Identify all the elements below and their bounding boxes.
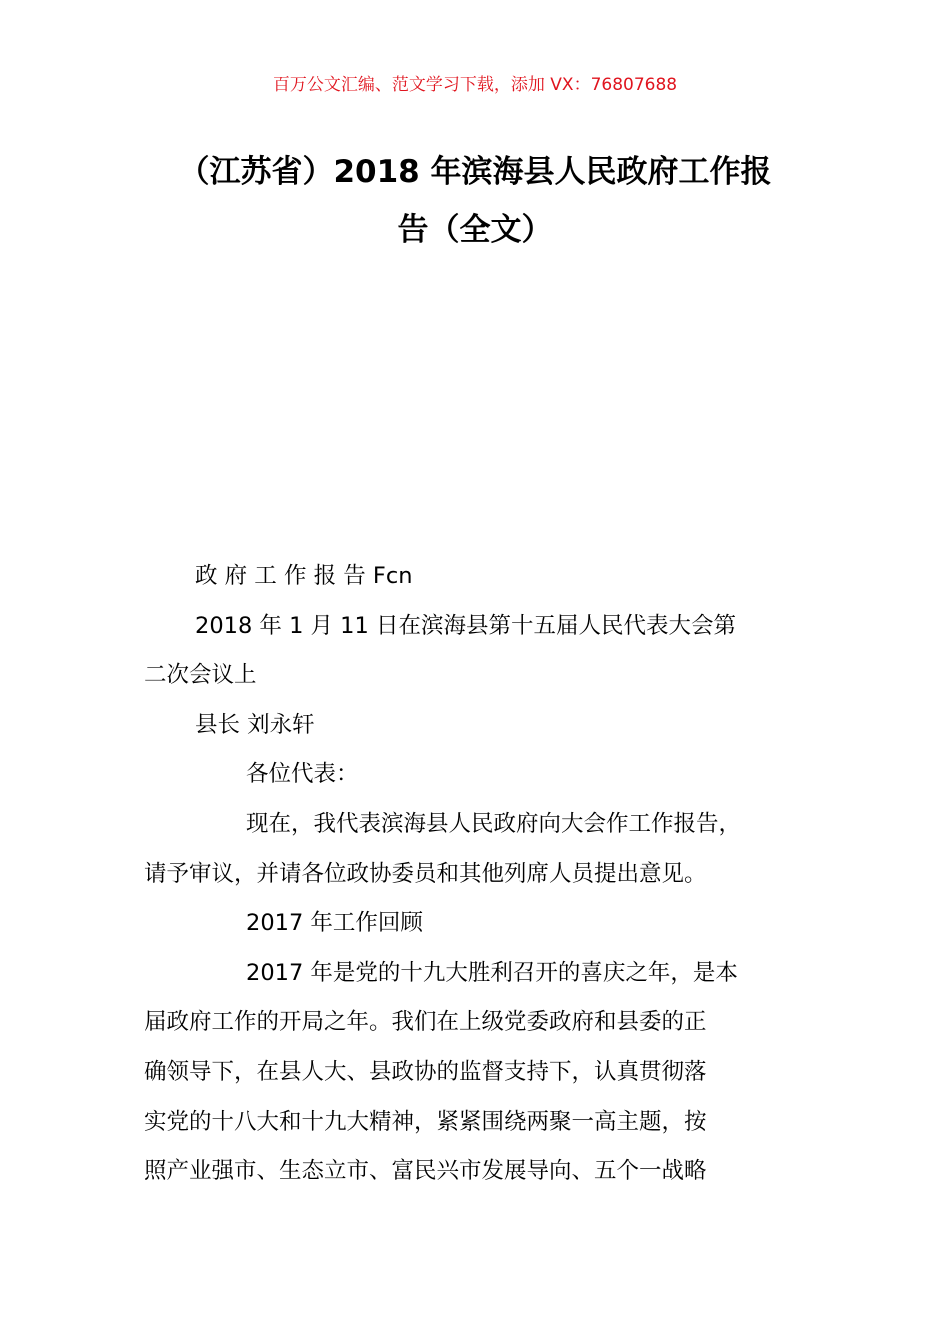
salutation: 各位代表： [246,761,359,788]
paragraph-line: 现在，我代表滨海县人民政府向大会作工作报告， [246,810,742,837]
report-subtitle: 政 府 工 作 报 告 Fcn [195,563,413,589]
speaker-line: 县长 刘永轩 [195,711,315,738]
title-line-2: 告（全文） [397,212,553,248]
section-heading: 2017 年工作回顾 [246,910,423,937]
paragraph-line: 请予审议，并请各位政协委员和其他列席人员提出意见。 [144,860,707,887]
paragraph-line: 2017 年是党的十九大胜利召开的喜庆之年，是本 [246,959,738,986]
meeting-date-continuation: 二次会议上 [144,662,257,689]
header-watermark-note: 百万公文汇编、范文学习下载，添加 VX：76807688 [272,75,678,95]
paragraph-line: 照产业强市、生态立市、富民兴市发展导向、五个一战略 [144,1158,707,1185]
meeting-date-line: 2018 年 1 月 11 日在滨海县第十五届人民代表大会第 [195,612,736,639]
document-title [130,143,820,259]
document-body [144,552,834,1197]
paragraph-line: 实党的十八大和十九大精神，紧紧围绕两聚一高主题，按 [144,1108,707,1135]
paragraph-line: 确领导下，在县人大、县政协的监督支持下，认真贯彻落 [144,1058,707,1085]
title-line-1: （江苏省）2018 年滨海县人民政府工作报 [178,154,772,190]
paragraph-line: 届政府工作的开局之年。我们在上级党委政府和县委的正 [144,1009,707,1036]
